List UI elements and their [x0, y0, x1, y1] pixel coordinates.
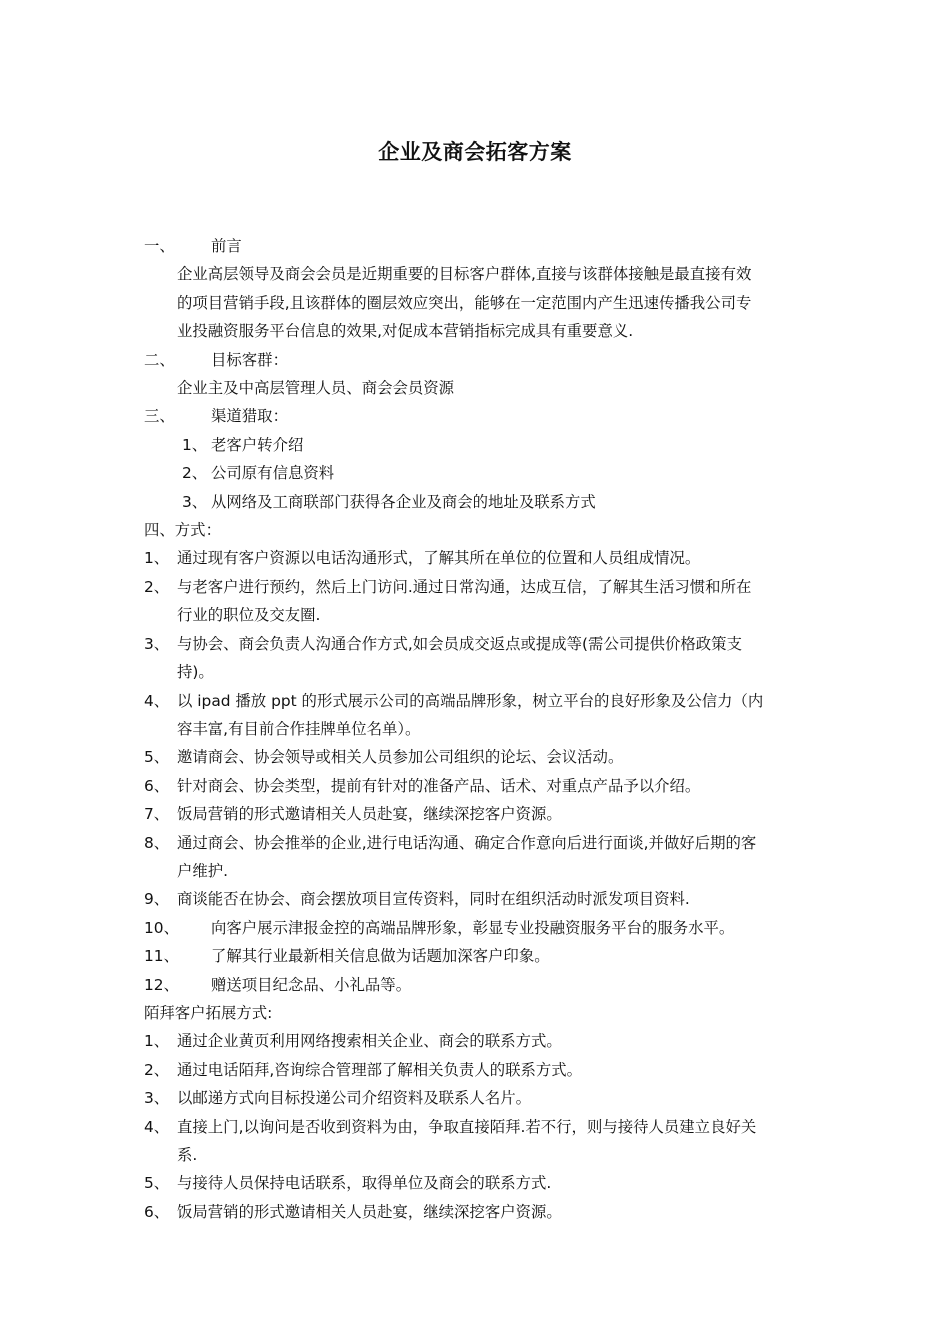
intro-paragraph	[144, 260, 814, 345]
list-line: 通过电话陌拜,咨询综合管理部了解相关负责人的联系方式。	[177, 1060, 583, 1079]
list-line: 饭局营销的形式邀请相关人员赴宴，继续深挖客户资源。	[177, 805, 562, 824]
list-line: 系.	[177, 1146, 198, 1164]
list-text	[177, 573, 814, 630]
list-item	[144, 544, 814, 572]
section-heading	[144, 232, 814, 260]
paragraph-line: 企业高层领导及商会会员是近期重要的目标客户群体,直接与该群体接触是最直接有效	[177, 265, 752, 284]
list-line: 持)。	[177, 663, 214, 682]
list-item	[144, 971, 814, 999]
list-line: 直接上门,以询问是否收到资料为由，争取直接陌拜.若不行，则与接待人员建立良好关	[177, 1117, 757, 1136]
section-number: 三、	[144, 407, 175, 426]
list-number: 9、	[144, 890, 170, 909]
cold-visit-heading: 陌拜客户拓展方式:	[144, 1003, 273, 1022]
list-number: 6、	[144, 1202, 170, 1221]
list-text	[177, 1084, 814, 1112]
section-heading	[144, 346, 814, 374]
list-text	[177, 743, 814, 771]
section-heading	[144, 402, 814, 430]
list-text: 向客户展示津报金控的高端品牌形象，彰显专业投融资服务平台的服务水平。	[211, 918, 735, 937]
list-text	[177, 1169, 814, 1197]
list-line: 邀请商会、协会领导或相关人员参加公司组织的论坛、会议活动。	[177, 748, 624, 767]
paragraph-line: 业投融资服务平台信息的效果,对促成本营销指标完成具有重要意义.	[177, 322, 634, 341]
list-text	[177, 829, 814, 886]
list-line: 行业的职位及交友圈.	[177, 606, 321, 625]
list-line: 户维护.	[177, 861, 229, 880]
list-item	[144, 1084, 814, 1112]
list-text	[177, 1113, 814, 1170]
list-text	[177, 544, 814, 572]
list-text	[177, 800, 814, 828]
list-line: 以 ipad 播放 ppt 的形式展示公司的高端品牌形象，树立平台的良好形象及公信力（内	[177, 691, 764, 710]
list-line: 通过商会、协会推举的企业,进行电话沟通、确定合作意向后进行面谈,并做好后期的客	[177, 833, 757, 852]
list-item	[144, 942, 814, 970]
list-text	[177, 1027, 814, 1055]
list-item	[144, 431, 814, 459]
list-text: 公司原有信息资料	[211, 464, 335, 483]
list-line: 通过企业黄页利用网络搜索相关企业、商会的联系方式。	[177, 1032, 562, 1051]
list-item	[144, 829, 814, 886]
list-text	[177, 885, 814, 913]
list-item	[144, 1169, 814, 1197]
list-item	[144, 687, 814, 744]
list-line: 与协会、商会负责人沟通合作方式,如会员成交返点或提成等(需公司提供价格政策支	[177, 634, 742, 653]
section-heading-methods: 四、方式：	[144, 521, 221, 540]
list-text	[177, 772, 814, 800]
paragraph-line: 的项目营销手段,且该群体的圈层效应突出，能够在一定范围内产生迅速传播我公司专	[177, 293, 752, 312]
list-item	[144, 885, 814, 913]
list-item	[144, 573, 814, 630]
list-number: 2、	[144, 1060, 170, 1079]
list-item	[144, 1027, 814, 1055]
list-number: 10、	[144, 918, 179, 937]
list-number: 4、	[144, 691, 170, 710]
list-number: 3、	[144, 634, 170, 653]
list-item	[144, 630, 814, 687]
list-item	[144, 1056, 814, 1084]
list-item	[144, 800, 814, 828]
section-title: 目标客群：	[211, 350, 288, 369]
list-number: 3、	[182, 492, 208, 511]
list-item	[144, 1198, 814, 1226]
document-title: 企业及商会拓客方案	[378, 140, 572, 164]
list-item	[144, 488, 814, 516]
list-number: 5、	[144, 1174, 170, 1193]
list-item	[144, 459, 814, 487]
list-number: 1、	[182, 435, 208, 454]
list-number: 11、	[144, 947, 179, 966]
list-number: 1、	[144, 1032, 170, 1051]
list-text: 了解其行业最新相关信息做为话题加深客户印象。	[211, 947, 550, 966]
section-number: 一、	[144, 237, 175, 255]
list-text: 从网络及工商联部门获得各企业及商会的地址及联系方式	[211, 492, 596, 511]
list-item	[144, 743, 814, 771]
list-text: 老客户转介绍	[211, 435, 304, 454]
list-line: 容丰富,有目前合作挂牌单位名单）。	[177, 719, 421, 738]
list-item	[144, 772, 814, 800]
list-number: 7、	[144, 805, 170, 824]
list-text: 赠送项目纪念品、小礼品等。	[211, 975, 412, 994]
list-item	[144, 914, 814, 942]
list-number: 4、	[144, 1117, 170, 1136]
list-item	[144, 1113, 814, 1170]
list-line: 商谈能否在协会、商会摆放项目宣传资料，同时在组织活动时派发项目资料.	[177, 890, 690, 909]
list-line: 针对商会、协会类型，提前有针对的准备产品、话术、对重点产品予以介绍。	[177, 776, 701, 795]
list-number: 8、	[144, 833, 170, 852]
list-number: 2、	[182, 464, 208, 483]
list-text	[177, 630, 814, 687]
target-paragraph: 企业主及中高层管理人员、商会会员资源	[177, 379, 455, 398]
list-line: 以邮递方式向目标投递公司介绍资料及联系人名片。	[177, 1089, 531, 1108]
list-number: 5、	[144, 748, 170, 767]
document-body	[144, 232, 814, 1226]
list-number: 1、	[144, 549, 170, 568]
list-line: 与接待人员保持电话联系，取得单位及商会的联系方式.	[177, 1174, 552, 1193]
section-title: 前言	[211, 237, 242, 255]
list-line: 饭局营销的形式邀请相关人员赴宴，继续深挖客户资源。	[177, 1202, 562, 1221]
list-number: 6、	[144, 776, 170, 795]
list-text	[177, 1198, 814, 1226]
section-title: 渠道猎取：	[211, 407, 288, 426]
list-number: 2、	[144, 577, 170, 596]
list-line: 通过现有客户资源以电话沟通形式，了解其所在单位的位置和人员组成情况。	[177, 549, 701, 568]
section-number: 二、	[144, 350, 175, 369]
list-text	[177, 687, 814, 744]
list-number: 12、	[144, 975, 179, 994]
list-text	[177, 1056, 814, 1084]
list-number: 3、	[144, 1089, 170, 1108]
list-line: 与老客户进行预约，然后上门访问.通过日常沟通，达成互信，了解其生活习惯和所在	[177, 577, 752, 596]
